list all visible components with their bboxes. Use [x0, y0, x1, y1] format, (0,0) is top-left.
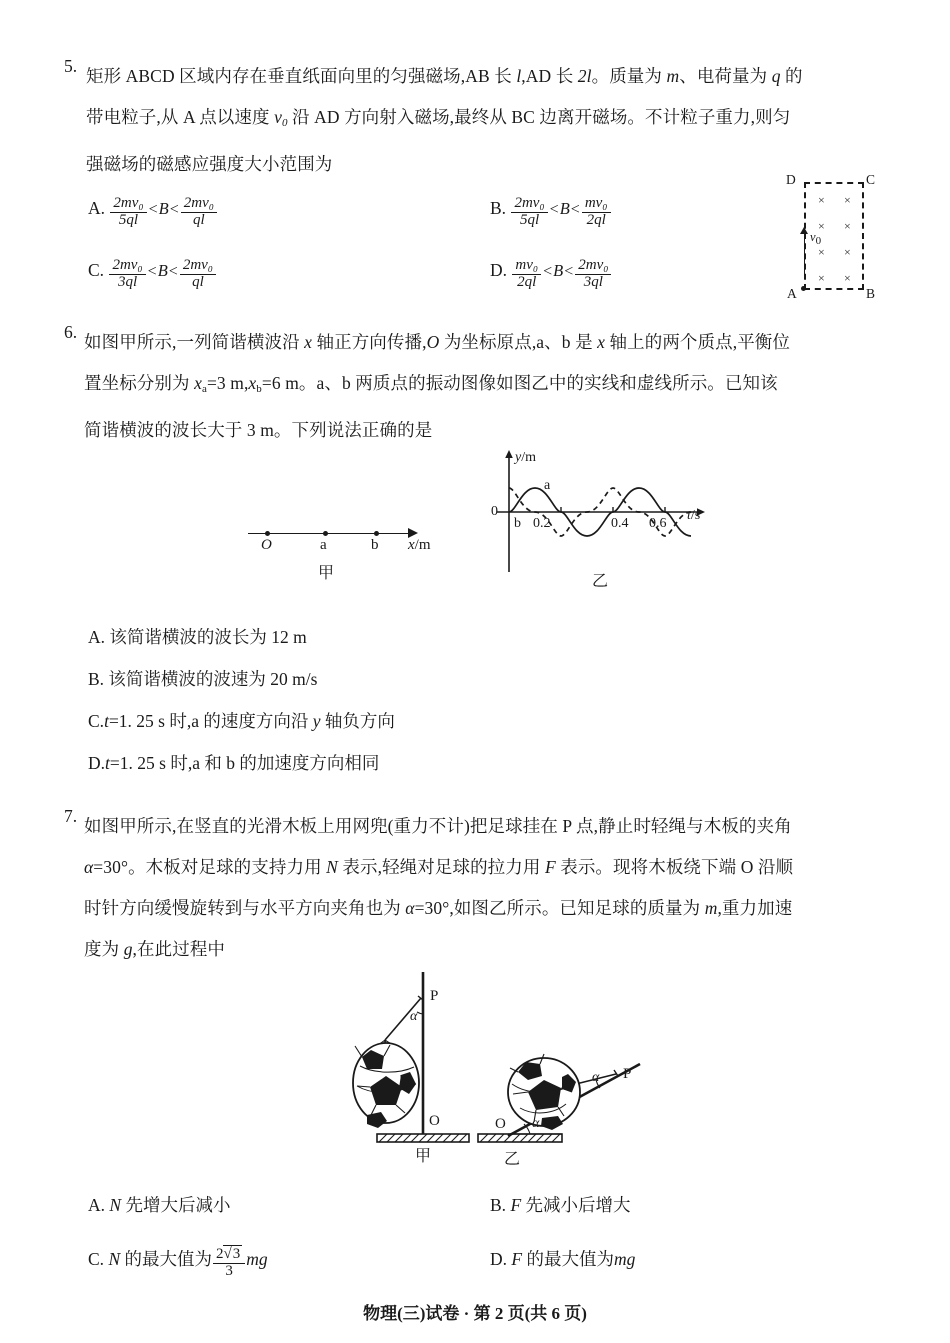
q7-option-d-tail: mg — [613, 1249, 636, 1269]
q6-option-c[interactable]: C.t=1. 25 s 时,a 的速度方向沿 y 轴负方向 — [88, 711, 395, 731]
field-cross: × — [844, 219, 851, 233]
figure-q6-jia-xaxis — [248, 515, 438, 585]
frac-numerator: mv₀ — [584, 195, 608, 211]
q7-option-d[interactable] — [490, 1246, 635, 1271]
frac-numerator: 2mv₀ — [113, 195, 144, 211]
q6-line-1: 如图甲所示,一列简谐横波沿 x 轴正方向传播,O 为坐标原点,a、b 是 x 轴上的两个质点,平衡位 — [84, 332, 790, 352]
frac-numerator: 2mv₀ — [578, 257, 609, 273]
o-label-yi: O — [495, 1116, 506, 1132]
q7-line-2: α=30°。木板对足球的支持力用 N 表示,轻绳对足球的拉力用 F 表示。现将木板绕下端 O 沿顺 — [84, 857, 794, 877]
frac-numerator: 2mv₀ — [182, 257, 214, 273]
y-axis-label: y/m — [515, 450, 536, 465]
frac-denominator: 2ql — [582, 212, 611, 229]
less-than-2: < — [169, 201, 179, 219]
less-than-2: < — [564, 263, 574, 281]
point-a-dot — [323, 531, 328, 536]
angle-label-ground-yi: α — [532, 1116, 540, 1131]
figure-caption-jia: 甲 — [318, 565, 335, 582]
entry-point-dot — [801, 286, 806, 291]
figure-q7-jia-vertical-board — [315, 968, 485, 1173]
q5-option-b-frac-1 — [511, 196, 547, 229]
point-a-label: a — [320, 537, 327, 553]
page-footer: 物理(三)试卷 · 第 2 页(共 6 页) — [363, 1304, 587, 1323]
q5-option-a-frac-1 — [110, 196, 146, 229]
frac-denominator: 5ql — [110, 212, 146, 229]
q7-option-b-label: B. — [490, 1195, 507, 1215]
oscillation-svg — [487, 450, 717, 580]
q7-option-b-body: 先减小后增大 — [525, 1195, 631, 1215]
q6-line-3: 简谐横波的波长大于 3 m。下列说法正确的是 — [84, 420, 433, 441]
field-cross: × — [844, 193, 851, 207]
frac-denominator: 3 — [213, 1263, 245, 1280]
figure-caption-yi: 乙 — [592, 573, 609, 590]
q7-option-c-body: 的最大值为 — [124, 1249, 212, 1269]
frac-denominator: 5ql — [511, 212, 547, 229]
less-than-2: < — [168, 263, 178, 281]
q5-option-b-frac-2 — [582, 196, 611, 229]
corner-label-c: C — [866, 172, 876, 187]
curve-label-a: a — [544, 478, 551, 493]
q7-option-c[interactable] — [88, 1246, 268, 1279]
figure-caption-jia-q7: 甲 — [415, 1148, 432, 1165]
q5-line-1: 矩形 ABCD 区域内存在垂直纸面向里的匀强磁场,AB 长 l,AD 长 2l。质量为 m、电荷量为 q 的 — [86, 66, 803, 86]
velocity-arrow-shaft — [804, 230, 805, 276]
frac-denominator: 3ql — [575, 274, 611, 291]
field-cross: × — [818, 219, 825, 233]
q7-option-d-label: D. — [490, 1249, 508, 1269]
angle-label-jia: α — [410, 1009, 418, 1024]
x-tick-label-0-2: 0.2 — [533, 516, 551, 531]
point-b-label: b — [371, 537, 379, 553]
figure-q6-yi-oscillation-graph — [487, 450, 717, 590]
frac-denominator: 3ql — [109, 274, 145, 291]
question-6-stem — [84, 322, 894, 451]
question-7-number: 7. — [64, 806, 78, 826]
question-7-stem — [84, 806, 894, 970]
q6-line-2: 置坐标分别为 $x_a=3$ $m,x_b=6$ m。a、b 两质点的振动图像如图乙中的实线和虚线所示。已知该 — [84, 373, 778, 396]
q5-line-3: 强磁场的磁感应强度大小范围为 — [86, 154, 333, 175]
field-cross: × — [844, 245, 851, 259]
b-symbol: B — [553, 261, 564, 281]
q5-option-a-frac-2 — [181, 196, 217, 229]
field-cross: × — [818, 245, 825, 259]
p-label-yi: P — [623, 1066, 632, 1082]
less-than-1: < — [148, 201, 158, 219]
question-6-number: 6. — [64, 322, 78, 342]
figure-q7-yi-inclined-board — [468, 1022, 668, 1177]
less-than-2: < — [570, 201, 580, 219]
point-o-dot — [265, 531, 270, 536]
q7-option-b-symbol: F — [510, 1195, 522, 1215]
frac-denominator: ql — [181, 212, 217, 229]
less-than-1: < — [549, 201, 559, 219]
q5-option-a-label: A. — [88, 198, 106, 219]
q5-option-a[interactable] — [88, 196, 218, 229]
p-label-jia: P — [430, 988, 439, 1004]
q7-option-d-body: 的最大值为 — [526, 1249, 614, 1269]
b-symbol: B — [559, 199, 570, 219]
frac-numerator: 2mv₀ — [514, 195, 545, 211]
frac-numerator: 2mv₀ — [183, 195, 214, 211]
field-cross: × — [818, 271, 825, 285]
q7-option-c-label: C. — [88, 1249, 105, 1269]
q5-option-c-frac-1 — [109, 258, 145, 291]
less-than-1: < — [543, 263, 553, 281]
velocity-arrow-head — [800, 227, 808, 234]
figure-rectangle-abcd — [782, 170, 878, 302]
field-cross: × — [818, 193, 825, 207]
curve-label-b: b — [514, 516, 521, 531]
question-5-stem — [86, 56, 886, 185]
figure-caption-yi-q7: 乙 — [504, 1151, 521, 1168]
q7-line-3: 时针方向缓慢旋转到与水平方向夹角也为 α=30°,如图乙所示。已知足球的质量为 m,重力加速 — [84, 898, 793, 918]
q5-option-d-label: D. — [490, 260, 508, 281]
q5-line-2: 带电粒子,从 A 点以速度 $v_0$ 沿 AD 方向射入磁场,最终从 BC 边离开磁场。不计粒子重力,则匀 — [86, 107, 791, 130]
x-tick-label-0-4: 0.4 — [611, 516, 629, 531]
x-axis-label: x/m — [408, 537, 431, 553]
q6-option-b[interactable]: B. 该简谐横波的波速为 20 m/s — [88, 669, 318, 689]
velocity-label: v0 — [810, 230, 822, 248]
frac-denominator: ql — [180, 274, 216, 291]
q5-option-d-frac-1 — [512, 258, 541, 291]
x-axis-line — [248, 533, 410, 534]
angle-label-rope-yi: α — [592, 1070, 600, 1085]
q5-option-c-frac-2 — [180, 258, 216, 291]
q6-option-a[interactable]: A. 该简谐横波的波长为 12 m — [88, 627, 307, 647]
frac-numerator: 2√3 — [216, 1245, 241, 1262]
q7-option-d-symbol: F — [511, 1249, 523, 1269]
q5-option-c[interactable] — [88, 258, 217, 291]
q5-option-b[interactable] — [490, 196, 612, 229]
origin-label: 0 — [491, 504, 498, 519]
q7-option-c-symbol: N — [108, 1249, 121, 1269]
corner-label-b: B — [866, 286, 876, 301]
frac-numerator: 2mv₀ — [112, 257, 143, 273]
q7-option-a[interactable] — [88, 1192, 230, 1217]
point-b-dot — [374, 531, 379, 536]
b-symbol: B — [157, 261, 168, 281]
q7-option-b[interactable] — [490, 1192, 631, 1217]
q7-option-a-label: A. — [88, 1195, 106, 1215]
q7-option-c-fraction — [213, 1247, 245, 1280]
t-axis-label: t/s — [687, 508, 701, 523]
football-inclined-svg — [468, 1022, 668, 1177]
q7-line-4: 度为 g,在此过程中 — [84, 939, 226, 959]
q6-option-d[interactable]: D.t=1. 25 s 时,a 和 b 的加速度方向相同 — [88, 753, 380, 773]
x-axis-arrowhead — [408, 528, 418, 538]
frac-numerator: mv₀ — [515, 257, 539, 273]
less-than-1: < — [147, 263, 157, 281]
o-label-jia: O — [429, 1113, 440, 1129]
q5-option-d-frac-2 — [575, 258, 611, 291]
q7-option-a-symbol: N — [109, 1195, 122, 1215]
q5-option-c-label: C. — [88, 260, 105, 281]
q5-option-d[interactable] — [490, 258, 612, 291]
corner-label-a: A — [787, 286, 797, 301]
x-tick-label-0-6: 0.6 — [649, 516, 667, 531]
field-cross: × — [844, 271, 851, 285]
b-symbol: B — [158, 199, 169, 219]
q7-option-c-tail: mg — [246, 1249, 268, 1269]
q7-option-a-body: 先增大后减小 — [125, 1195, 231, 1215]
q5-option-b-label: B. — [490, 198, 507, 219]
football-vertical-svg — [315, 968, 485, 1173]
corner-label-d: D — [786, 172, 796, 187]
point-o-label: O — [261, 537, 272, 553]
frac-denominator: 2ql — [512, 274, 541, 291]
q7-line-1: 如图甲所示,在竖直的光滑木板上用网兜(重力不计)把足球挂在 P 点,静止时轻绳与木板的夹角 — [84, 816, 792, 836]
question-5-number: 5. — [64, 56, 78, 76]
